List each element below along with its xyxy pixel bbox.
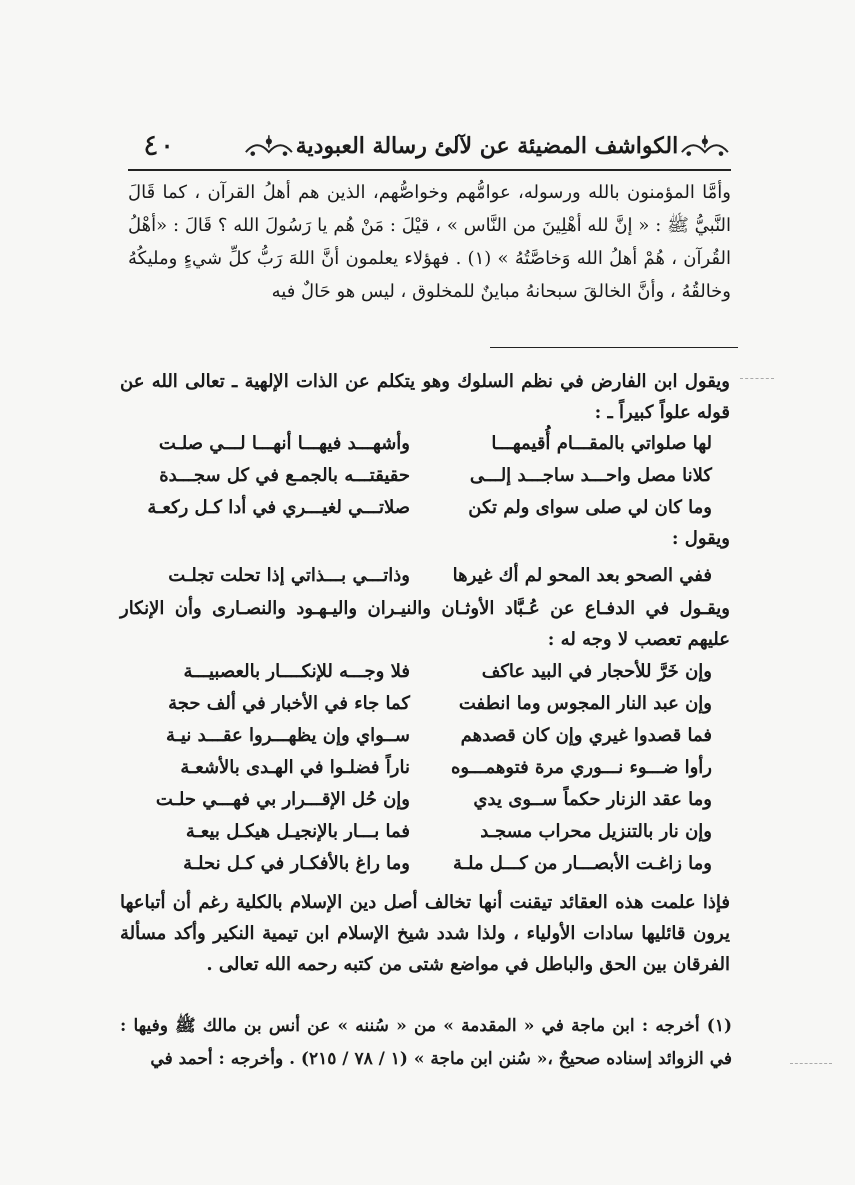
- section-divider: [490, 347, 738, 348]
- footnote: (١) أخرجه : ابن ماجة في « المقدمة » من « سُننه » عن أنس بن مالك ﷺ وفيها : في الزوائد إسناده صحيحٌ ،« سُنن ابن ماجة » (١ / ٧٨ / ٢١٥) . وأخرجه : أحمد في: [120, 1016, 732, 1069]
- verse-first-hemistich: وما زاغـت الأبصـــار من كـــل ملـة: [453, 853, 712, 874]
- verse-line: [140, 460, 712, 492]
- verse-line: [140, 688, 712, 720]
- verse-line: [140, 784, 712, 816]
- main-paragraph: وأمَّا المؤمنون بالله ورسوله، عوامُّهم وخواصُّهم، الذين هم أهلُ القرآن ، كما قَالَ النَّبيُّ ﷺ : « إنَّ لله أهْلِينَ من النَّاس » ، قيْلَ : مَنْ هُم يا رَسُولَ الله ؟ قَالَ : «أهْلُ القُرآن ، هُمْ أهلُ الله وَخاصَّتُهُ » (١) . فهؤلاء يعلمون أنَّ اللهَ رَبُّ كلِّ شيءٍ ومليكُهُ وخالقُهُ ، وأنَّ الخالقَ سبحانهُ مباينٌ للمخلوق ، ليس هو حَالٌ فيه: [128, 182, 732, 302]
- verse-line: [140, 752, 712, 784]
- left-ornament-icon: [242, 126, 296, 166]
- header-rule: [128, 169, 731, 171]
- verse-first-hemistich: وما عقد الزنار حكماً ســوى يدي: [473, 789, 712, 810]
- verse-block-1: [140, 428, 712, 524]
- verse-first-hemistich: وإن نار بالتنزيل محراب مسجـد: [480, 821, 712, 842]
- verse-line: [140, 720, 712, 752]
- verse-second-hemistich: حقيقتـــه بالجمـع في كل سجـــدة: [159, 465, 410, 486]
- page-number: ٤٠: [142, 128, 176, 163]
- verse-first-hemistich: كلانا مصل واحـــد ساجـــد إلـــى: [469, 465, 712, 486]
- margin-mark: [790, 1063, 832, 1064]
- closing-paragraph: فإذا علمت هذه العقائد تيقنت أنها تخالف أصل دين الإسلام بالكلية رغم أن أتباعها يرون قائليها سادات الأولياء ، ولذا شدد شيخ الإسلام ابن تيمية النكير وأكد مسألة الفرقان بين الحق والباطل في مواضع شتى من كتبه رحمه الله تعالى .: [120, 892, 730, 975]
- verse-line: [140, 428, 712, 460]
- verse-first-hemistich: ففي الصحو بعد المحو لم أك غيرها: [452, 565, 712, 586]
- verse-second-hemistich: ســواي وإن يظهـــروا عقـــد نيـة: [166, 725, 410, 746]
- verse-line: [140, 848, 712, 880]
- quote-intro-2: ويقـول في الدفـاع عن عُـبَّاد الأوثـان والنيـران واليـهـود والنصـارى وأن الإنكار عليهم تعصب لا وجه له :: [120, 598, 730, 650]
- right-ornament-icon: [678, 126, 732, 166]
- verse-block-2: [140, 560, 712, 592]
- verse-line: [140, 560, 712, 592]
- verse-second-hemistich: فلا وجـــه للإنكــــار بالعصبيـــة: [183, 661, 410, 682]
- verse-second-hemistich: وما راغ بالأفكـار في كـل نحلـة: [183, 853, 410, 874]
- quote-intro-1: ويقول ابن الفارض في نظم السلوك وهو يتكلم عن الذات الإلهية ـ تعالى الله عن قوله علواً كبيراً ـ :: [120, 371, 730, 423]
- verse-second-hemistich: وإن حُل الإقـــرار بي فهـــي حلـت: [155, 789, 410, 810]
- verse-first-hemistich: فما قصدوا غيري وإن كان قصدهم: [460, 725, 712, 746]
- running-title: الكواشف المضيئة عن لآلئ رسالة العبودية: [295, 133, 679, 159]
- verse-first-hemistich: وإن عبد النار المجوس وما انطفت: [458, 693, 712, 714]
- verse-second-hemistich: وذاتـــي بـــذاتي إذا تحلت تجلـت: [168, 565, 410, 586]
- verse-first-hemistich: وما كان لي صلى سواى ولم تكن: [468, 497, 712, 518]
- verse-second-hemistich: فما بـــار بالإنجيـل هيكـل بيعـة: [185, 821, 410, 842]
- verse-block-3: [140, 656, 712, 880]
- verse-first-hemistich: وإن خَرَّ للأحجار في البيد عاكف: [481, 661, 712, 682]
- verse-second-hemistich: ناراً فضلـوا في الهـدى بالأشعـة: [180, 757, 410, 778]
- verse-first-hemistich: رأوا ضـــوء نـــوري مرة فتوهمـــوه: [450, 757, 712, 778]
- verse-second-hemistich: صلاتـــي لغيـــري في أدا كـل ركعـة: [147, 497, 410, 518]
- verse-second-hemistich: كما جاء في الأخبار في ألف حجة: [168, 693, 410, 714]
- verse-line: [140, 492, 712, 524]
- margin-mark: [740, 378, 774, 379]
- running-header: [242, 126, 732, 166]
- verse-second-hemistich: وأشهـــد فيهـــا أنهـــا لـــي صلـت: [158, 433, 410, 454]
- verse-first-hemistich: لها صلواتي بالمقـــام أُقيمهـــا: [491, 433, 712, 454]
- verse-line: [140, 656, 712, 688]
- verse-line: [140, 816, 712, 848]
- label-and-he-says: ويقول :: [671, 528, 730, 549]
